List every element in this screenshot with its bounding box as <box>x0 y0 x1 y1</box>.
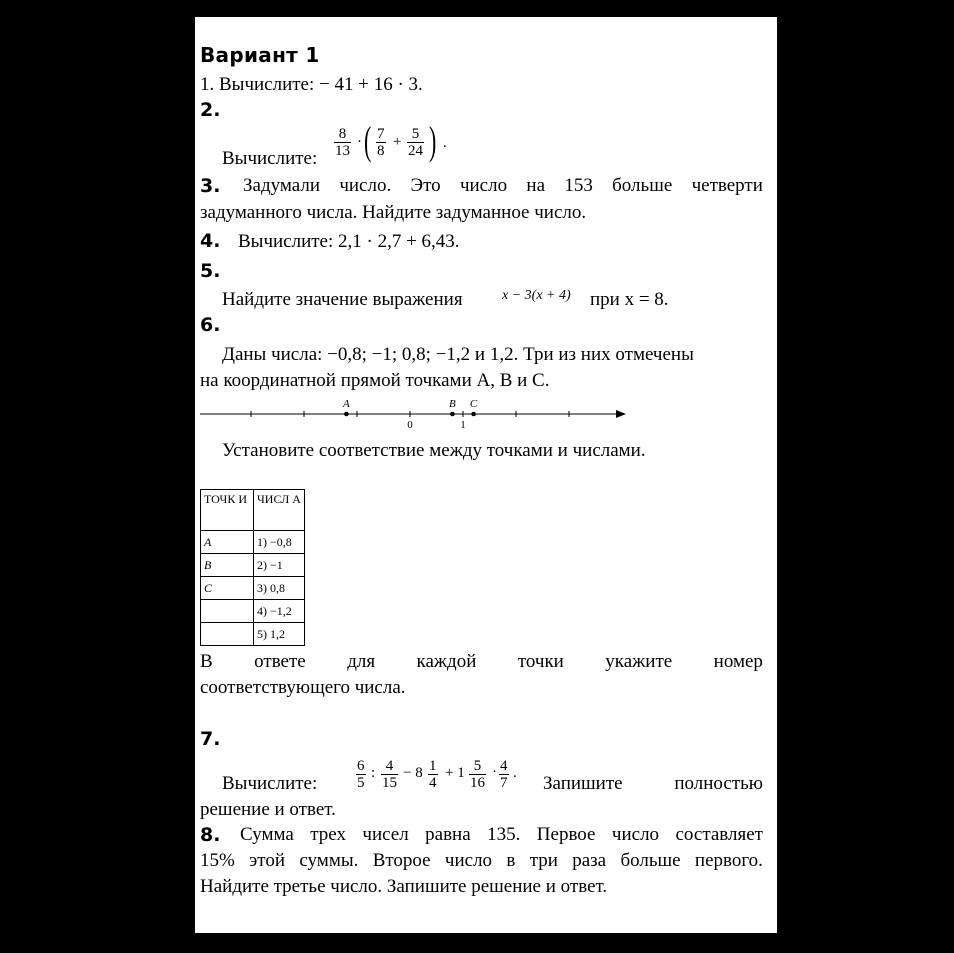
minus-mixed-whole: − 8 <box>403 765 423 781</box>
question-4-text: Вычислите: 2,1 · 2,7 + 6,43. <box>238 231 460 252</box>
word: число <box>611 824 660 845</box>
numerator: 4 <box>500 758 508 774</box>
word: Первое <box>536 824 596 845</box>
point-b-marker <box>450 412 455 417</box>
period: . <box>513 765 517 781</box>
word: трех <box>310 824 346 845</box>
word: номер <box>713 651 763 672</box>
point-cell <box>201 623 254 646</box>
point-cell: C <box>201 577 254 600</box>
word: четверти <box>691 175 763 196</box>
number-cell: 4) −1,2 <box>254 600 305 623</box>
fraction <box>376 126 386 159</box>
question-3-line-2: задуманного числа. Найдите задуманное число. <box>200 202 587 223</box>
number-cell: 2) −1 <box>254 554 305 577</box>
point-a-marker <box>344 412 349 417</box>
numerator: 6 <box>357 758 365 774</box>
point-c-marker <box>471 412 476 417</box>
word: для <box>347 651 376 672</box>
question-6-answer-line-2: соответствующего числа. <box>200 677 406 698</box>
word: больше <box>620 850 681 871</box>
denominator: 13 <box>335 143 350 159</box>
question-3-number: 3. <box>200 175 221 197</box>
word: полностью <box>674 773 763 794</box>
numerator: 7 <box>377 126 385 142</box>
question-8-words-1 <box>240 824 763 846</box>
word: составляет <box>675 824 763 845</box>
word: ответе <box>254 651 306 672</box>
tick-labels <box>407 419 466 431</box>
table-row <box>201 577 305 600</box>
word: Второе <box>372 850 431 871</box>
table-header-row <box>201 490 305 531</box>
header-numbers: ЧИСЛ А <box>254 490 305 531</box>
word: три <box>529 850 558 871</box>
word: чисел <box>362 824 409 845</box>
plus-mixed-whole: + 1 <box>445 765 465 781</box>
question-6-answer-line-1 <box>200 651 763 673</box>
question-7-prefix: Вычислите: <box>222 773 318 794</box>
denominator: 8 <box>377 143 385 159</box>
question-1: 1. Вычислите: − 41 + 16 · 3. <box>200 74 423 95</box>
question-5-expression: x − 3(x + 4) <box>502 288 571 303</box>
question-8-line-2 <box>200 850 763 872</box>
question-6-instruction: Установите соответствие между точками и числами. <box>222 440 646 461</box>
point-cell <box>201 600 254 623</box>
matching-table <box>200 489 305 646</box>
word: на <box>526 175 546 196</box>
table-row <box>201 600 305 623</box>
word: этой <box>249 850 286 871</box>
denominator: 4 <box>429 775 437 791</box>
fraction <box>381 758 398 791</box>
fraction <box>334 126 351 159</box>
tick-label: 0 <box>407 419 413 431</box>
question-5-number: 5. <box>200 260 221 282</box>
word: укажите <box>605 651 673 672</box>
question-6-line-2: на координатной прямой точками A, B и C. <box>200 370 550 391</box>
question-5-prefix: Найдите значение выражения <box>222 289 463 310</box>
point-cell: B <box>201 554 254 577</box>
dot-operator: · <box>357 134 362 150</box>
fraction <box>428 758 438 791</box>
word: В <box>200 651 213 672</box>
question-7-number: 7. <box>200 728 221 750</box>
number-cell: 1) −0,8 <box>254 531 305 554</box>
colon-operator: : <box>371 765 376 781</box>
number-cell: 3) 0,8 <box>254 577 305 600</box>
question-4-number: 4. <box>200 230 221 252</box>
word: число <box>444 850 493 871</box>
point-label: B <box>449 398 456 410</box>
word: 153 <box>564 175 593 196</box>
tick-label: 1 <box>460 419 466 431</box>
word: точки <box>517 651 564 672</box>
word: число <box>459 175 508 196</box>
table-row <box>201 531 305 554</box>
question-8-line-3: Найдите третье число. Запишите решение и ответ. <box>200 876 608 897</box>
fraction <box>469 758 486 791</box>
number-cell: 5) 1,2 <box>254 623 305 646</box>
number-line <box>200 395 630 431</box>
point-label: C <box>469 398 478 410</box>
word: Сумма <box>240 824 294 845</box>
question-5-suffix: при x = 8. <box>590 289 669 310</box>
denominator: 15 <box>382 775 397 791</box>
word: суммы. <box>299 850 359 871</box>
word: раза <box>572 850 607 871</box>
point-label: A <box>343 398 350 410</box>
dot-operator: · <box>492 764 497 780</box>
denominator: 7 <box>500 775 508 791</box>
question-2-prefix: Вычислите: <box>222 148 318 169</box>
header-points: ТОЧК И <box>201 490 254 531</box>
numerator: 5 <box>469 758 486 775</box>
axis-arrow <box>616 410 626 418</box>
question-8-line-1 <box>200 824 763 846</box>
numerator: 8 <box>334 126 351 143</box>
word: первого. <box>694 850 763 871</box>
plus-operator: + <box>393 134 402 150</box>
word: число. <box>339 175 392 196</box>
word: Это <box>410 175 441 196</box>
word: каждой <box>416 651 477 672</box>
word: в <box>506 850 516 871</box>
table-row <box>201 554 305 577</box>
word: равна <box>425 824 471 845</box>
fraction <box>499 758 509 791</box>
denominator: 16 <box>470 775 485 791</box>
numerator: 1 <box>429 758 437 774</box>
left-paren: ( <box>364 118 372 163</box>
question-3-line-1 <box>200 175 763 197</box>
numerator: 5 <box>407 126 424 143</box>
word: 135. <box>487 824 521 845</box>
question-6-line-1: Даны числа: −0,8; −1; 0,8; −1,2 и 1,2. Три из них отмечены <box>222 344 694 365</box>
question-6-number: 6. <box>200 314 221 336</box>
word: Запишите <box>543 773 623 794</box>
worksheet-page <box>195 17 777 933</box>
table-row <box>201 623 305 646</box>
question-8-number: 8. <box>200 824 221 846</box>
word: больше <box>612 175 673 196</box>
period: . <box>443 135 447 151</box>
word: Задумали <box>243 175 321 196</box>
point-cell: A <box>201 531 254 554</box>
question-2-number: 2. <box>200 99 221 121</box>
question-7-line-2: решение и ответ. <box>200 799 336 820</box>
denominator: 5 <box>357 775 365 791</box>
word: 15% <box>200 850 235 871</box>
numerator: 4 <box>381 758 398 775</box>
denominator: 24 <box>408 143 423 159</box>
right-paren: ) <box>429 118 437 163</box>
fraction <box>407 126 424 159</box>
fraction <box>356 758 366 791</box>
question-3-words <box>243 175 763 197</box>
page-title: Вариант 1 <box>200 43 320 67</box>
question-7-tail <box>543 773 763 795</box>
